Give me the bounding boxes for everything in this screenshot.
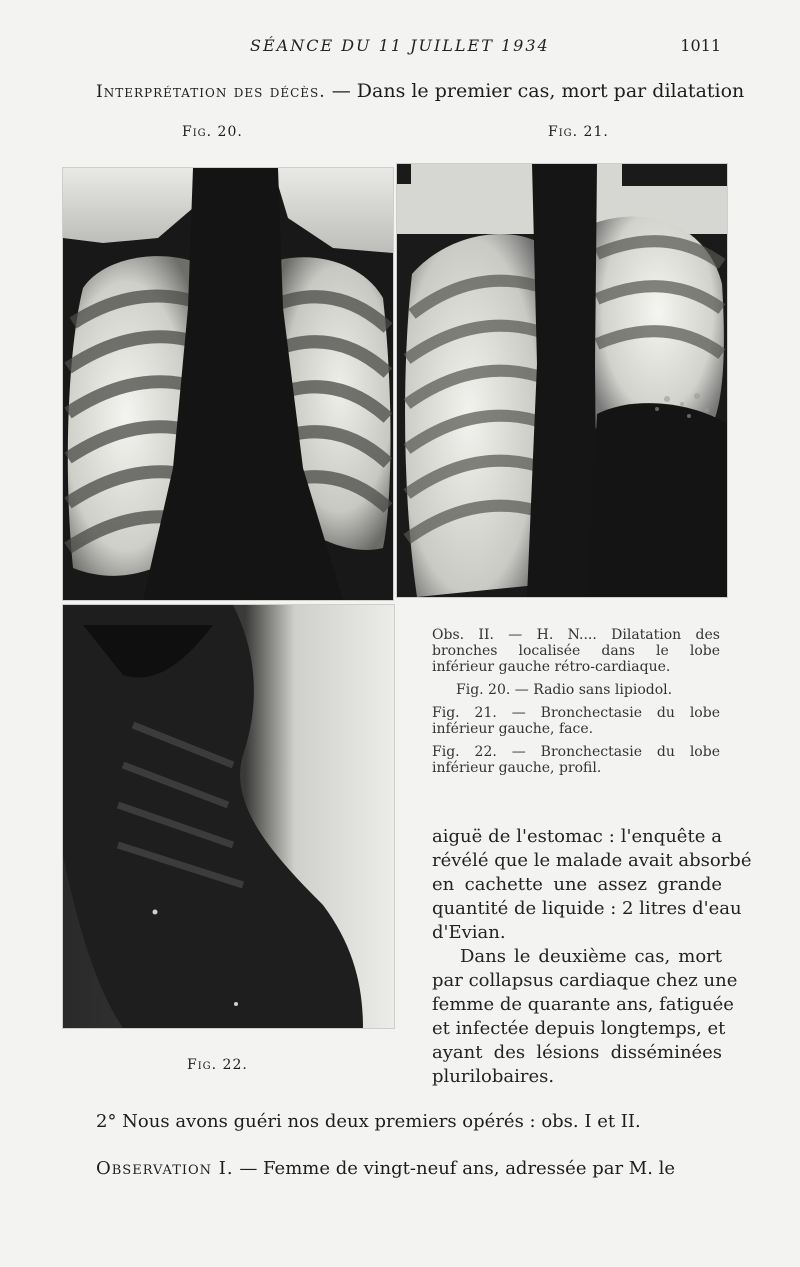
caption-fig22: Fig. 22. — Bronchectasie du lobe inférieur gauche, profil. [432, 744, 720, 776]
page-header [0, 36, 800, 58]
caption-fig21: Fig. 21. — Bronchectasie du lobe inférieur gauche, face. [432, 705, 720, 737]
observation-line [96, 1157, 722, 1181]
column-line: quantité de liquide : 2 litres d'eau [432, 898, 742, 919]
caption-fig20: Fig. 20. — Radio sans lipiodol. [456, 682, 673, 698]
column-line: aiguë de l'estomac : l'enquête a [432, 826, 722, 847]
observation-text: — Femme de vingt-neuf ans, adressée par M. le [233, 1158, 676, 1179]
fig22-radiograph [63, 605, 394, 1028]
column-line: plurilobaires. [432, 1066, 555, 1087]
column-line: par collapsus cardiaque chez une [432, 970, 738, 991]
column-line: en cachette une assez grande [432, 874, 722, 895]
figure-caption [432, 627, 720, 783]
fig21-radiograph [397, 164, 727, 597]
column-line: femme de quarante ans, fatiguée [432, 994, 734, 1015]
running-head: SÉANCE DU 11 JUILLET 1934 [250, 36, 550, 55]
intro-heading: Interprétation des décès. [96, 82, 326, 102]
intro-line [96, 79, 744, 104]
observation-heading: Observation I. [96, 1158, 234, 1179]
caption-obs: Obs. II. — H. N.... Dilatation des bronches localisée dans le lobe inférieur gauche rétro-cardiaque. [432, 627, 720, 675]
column-line: ayant des lésions disséminées [432, 1042, 722, 1063]
fig20-radiograph [63, 168, 393, 600]
column-line: et infectée depuis longtemps, et [432, 1018, 726, 1039]
column-line: Dans le deuxième cas, mort [460, 946, 722, 967]
column-line: d'Evian. [432, 922, 506, 943]
intro-text: — Dans le premier cas, mort par dilatation [325, 80, 745, 102]
fig20-label: Fig. 20. [182, 124, 243, 140]
body-column [432, 825, 752, 1089]
page-number: 1011 [680, 36, 721, 55]
column-line: révélé que le malade avait absorbé [432, 850, 752, 871]
fig22-label: Fig. 22. [187, 1057, 248, 1073]
fig21-label: Fig. 21. [548, 124, 609, 140]
summary-line: 2° Nous avons guéri nos deux premiers opérés : obs. I et II. [96, 1111, 641, 1132]
